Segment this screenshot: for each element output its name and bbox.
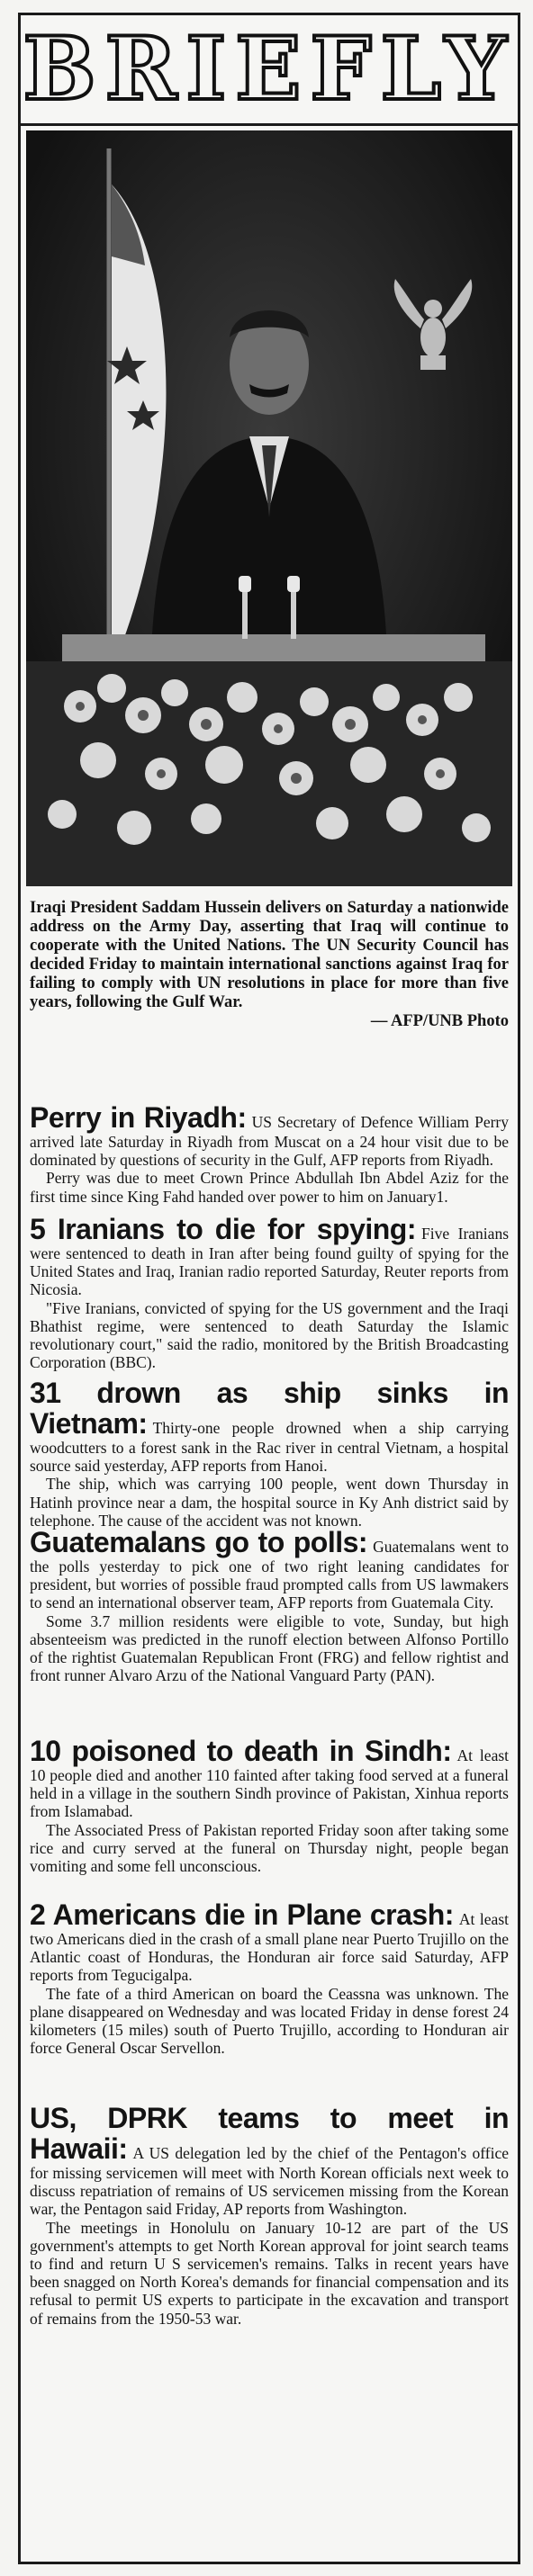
story-paragraph: Guatemalans went to the polls yesterday to pick one of two right leaning candidates for president, but worries of possible fraud prompted calls from US lawmakers to send an international observer team, AFP reports from Guatemala City. [30, 1538, 510, 1612]
story-lead [30, 1378, 509, 1475]
masthead [21, 15, 518, 126]
story-paragraph: Perry was due to meet Crown Prince Abdullah Ibn Abdel Aziz for the first time since King Fahd handed over power to him on January1. [30, 1169, 509, 1206]
story-paragraph: The meetings in Honolulu on January 10-12 are part of the US government's attempts to get North Korean approval for joint search teams to find and return U S servicemen's remains. Talks in recent years have been snagged on North Korea's demands for financial compensation and its refusal to permit US experts to participate in the excavation and transport of remains from the 1950-53 war. [30, 2218, 509, 2328]
news-photo [26, 130, 512, 886]
story-headline: 2 Americans die in Plane crash: [30, 1898, 454, 1931]
story-paragraph: Five Iranians were sentenced to death in Iran after being found guilty of spying for the United States and Iraq, Iranian radio reported Saturday, Reuter reports from Nicosia. [30, 1225, 509, 1299]
story-headline: US, DPRK teams to meet in Hawaii: [30, 2102, 509, 2165]
story-paragraph: At least two Americans died in the crash of a small plane near Puerto Trujillo on the Atlantic coast of Honduras, the Honduran air force said Saturday, AFP reports from Tegucigalpa. [30, 1910, 509, 1985]
story-lead [30, 2103, 509, 2219]
story-paragraph: At least 10 people died and another 110 fainted after taking food served at a funeral held in a village in the southern Sindh province of Pakistan, Xinhua reports from Islamabad. [30, 1746, 510, 1821]
story-paragraph: Thirty-one people drowned when a ship carrying woodcutters to a forest sank in the Rac river in central Vietnam, a hospital source said yesterday, AFP reports from Hanoi. [30, 1419, 509, 1476]
story-paragraph: The ship, which was carrying 100 people, went down Thursday in Hatinh province near a dam, the hospital source in Ky Anh district said by telephone. The cause of the accident was not known. [30, 1475, 509, 1530]
story-sindh-poisoning [30, 1736, 509, 1875]
story-paragraph: The fate of a third American on board the Ceassna was unknown. The plane disappeared on Wednesday and was located Friday in dense forest 24 kilometers (15 miles) south of Puerto Trujillo, according to Honduran air force General Oscar Servellon. [30, 1984, 509, 2058]
story-lead [30, 1736, 509, 1821]
story-iranians-spying [30, 1214, 509, 1371]
story-us-dprk-hawaii [30, 2103, 509, 2328]
story-headline: Guatemalans go to polls: [30, 1526, 368, 1558]
story-headline: 5 Iranians to die for spying: [30, 1213, 417, 1245]
caption-text: Iraqi President Saddam Hussein delivers on Saturday a nationwide address on the Army Day, asserting that Iraq will continue to cooperate with the United Nations. The UN Security Council has decided Friday to maintain international sanctions against Iraq for failing to comply with UN resolutions in place for more than five years, following the Gulf War. [30, 899, 509, 1011]
story-perry-in-riyadh [30, 1102, 509, 1206]
story-lead [30, 1899, 509, 1985]
photo-caption [30, 899, 509, 1031]
story-headline: Perry in Riyadh: [30, 1101, 247, 1134]
story-vietnam-ship [30, 1378, 509, 1530]
story-headline: 31 drown as ship sinks in Vietnam: [30, 1377, 509, 1440]
story-paragraph: A US delegation led by the chief of the Pentagon's office for missing servicemen will meet with North Korean officials next week to discuss repatriation of remains of US servicemen missing from the Korean war, the Pentagon said Friday, AP reports from Washington. [30, 2144, 509, 2219]
story-headline: 10 poisoned to death in Sindh: [30, 1735, 452, 1767]
story-guatemala-polls [30, 1527, 509, 1684]
story-paragraph: Some 3.7 million residents were eligible to vote, Sunday, but high absenteeism was predicted in the runoff election between Alfonso Portillo of the rightist Guatemalan Republican Front (FRG) and fellow rightist and front runner Alvaro Arzu of the National Vanguard Party (PAN). [30, 1611, 509, 1685]
masthead-title: BRIEFLY [23, 18, 516, 120]
story-lead [30, 1527, 509, 1612]
photo-illustration [26, 130, 512, 886]
briefly-column [18, 13, 520, 2564]
story-lead [30, 1102, 509, 1169]
story-paragraph: "Five Iranians, convicted of spying for the US government and the Iraqi Bhathist regime, were sentenced to death Saturday the Islamic revolutionary court," said the radio, monitored by the British Broadcasting Corporation (BBC). [30, 1298, 509, 1372]
story-paragraph: US Secretary of Defence William Perry arrived late Saturday in Riyadh from Muscat on a 24 hour visit due to be dominated by questions of security in the Gulf, AFP reports from Riyadh. [30, 1113, 510, 1170]
story-lead [30, 1214, 509, 1299]
story-paragraph: The Associated Press of Pakistan reported Friday soon after taking some rice and curry served at the funeral on Thursday night, people began vomiting and some fell unconscious. [30, 1820, 509, 1876]
photo-credit: — AFP/UNB Photo [370, 1012, 509, 1030]
story-honduras-plane-crash [30, 1899, 509, 2057]
